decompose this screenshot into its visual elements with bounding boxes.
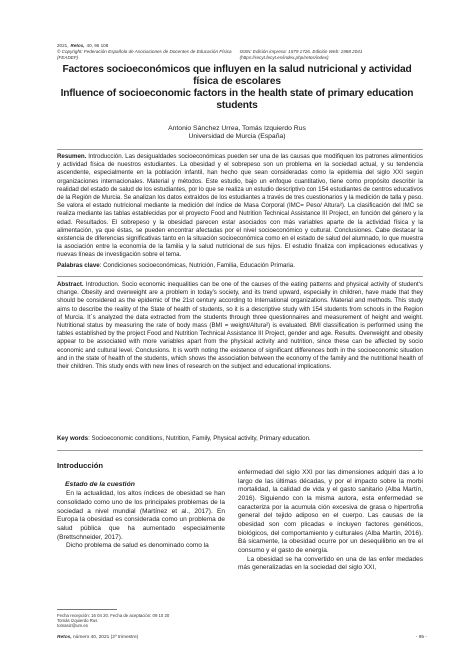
header-year: 2021, [57, 43, 69, 48]
abstract-spanish [57, 153, 423, 260]
body-paragraph: En la actualidad, los altos índices de obesidad se han consolidado como uno de los principales problemas de la sociedad a nivel mundial (Martínez et al., 2017). En Europa la obesidad es considerada como un problema de salud pública que ha aumentado especialmente (Brettschneider, 2017). [57, 490, 225, 541]
abstract-en-text: Introduction. Socio economic inequalities can be one of the causes of the eating patterns and physical activity of student's change. Obesity and overweight are a problem in today's society, and its trend upward, especially in children, have made that they should be considered as the epidemic of the 21st century according to International organizations. Material and methods. This study aims to describe the reality of the State of health of students, so it is a descriptive study with 154 students from schools in the Region of Murcia. It´s analyzed the data extracted from the students through three questionnaires and measurement of height and weight. Nutritional status by measuring the rate of body mass (BMI = weight/Altura²) is evaluated. BMI classification is performed using the tables established by the project Food and Nutrition Technical Assistance III Project, gender and age. Results. Overweight and obesity appear to be associated with more variables apart from the physical activity and nutrition, since these can be affected by socio economic and cultural level. Conclusions. It is worth noting the existence of significant differences both in the socioeconomic situation and in the state of health of the students, which shows the association between the economy of the family and the nutritional health of their children. This study ends with new lines of research on the subject and educational implications. [57, 281, 423, 371]
subsection-title: Estado de la cuestión [65, 480, 135, 488]
section-title: Introducción [57, 461, 103, 470]
divider-top [57, 149, 423, 150]
title-spanish: Factores socioeconómicos que influyen en la salud nutricional y actividad física de escolares [62, 64, 412, 87]
header-journal-name: Retos, [70, 43, 85, 48]
footer-issue-info: número 40, 2021 (2º trimestre) [73, 635, 139, 640]
page-footer [57, 635, 427, 640]
abstract-english [57, 281, 423, 371]
author-block [50, 125, 424, 142]
footnote-divider [57, 609, 117, 610]
footer-journal-name: Retos, [57, 635, 72, 640]
journal-header [57, 43, 437, 61]
title-english: Influence of socioeconomic factors in the health state of primary education students [60, 88, 414, 111]
footnote [57, 613, 169, 629]
body-column-left [57, 462, 225, 551]
author-affiliation: Universidad de Murcia (España) [188, 133, 286, 141]
article-title [50, 64, 424, 112]
keywords-en-text: : Socioeconomic conditions, Nutrition, Family, Physical activity, Primary education. [88, 435, 311, 442]
footnote-dates: Fecha recepción: 16 04 20. Fecha de aceptación: 09 10 20 [57, 613, 170, 618]
divider-bottom [57, 450, 423, 451]
header-copyright: © Copyright: Federación Española de Asociaciones de Docentes de Educación Física (FEADEF) [57, 49, 232, 60]
keywords-es-label: Palabras clave [57, 262, 100, 269]
abstract-en-label: Abstract. [57, 281, 84, 288]
footnote-email: tomasiz@um.es [57, 623, 88, 629]
abstract-es-text: Introducción. Las desigualdades socioeconómicas pueden ser una de las causas que modifiquen los patrones alimenticios y actividad física de nuestros estudiantes. La obesidad y el sobrepeso son un problema en la sociedad actual, y su tendencia ascendente, especialmente en la población infantil, han hecho que sean consideradas como la epidemia del siglo XXI según organizaciones internacionales. Material y métodos. Este estudio, bajo un enfoque cuantitativo, tiene como propósito describir la realidad del estado de salud de los estudiantes, por lo que se realiza un estudio descriptivo con 154 estudiantes de centros educativos de la Región de Murcia. Se analizan los datos extraídos de los estudiantes a través de tres cuestionarios y la medición de talla y peso. Se valora el estado nutricional mediante la medición del índice de Masa Corporal (IMC= Peso/ Altura²). La clasificación del IMC se realiza mediante las tablas establecidas por el proyecto Food and Nutrition Technical Assistance III Project, en función del género y la edad. Resultados. El sobrepeso y la obesidad parecen estar asociados con más variables aparte de la actividad física y la alimentación, ya que éstas, se pueden encontrar afectadas por el nivel socioeconómico y cultural. Conclusiones. Cabe destacar la existencia de diferencias significativas tanto en la situación socioeconómica como en el estado de salud del alumnado, lo que muestra la asociación entre la economía de la familia y la salud nutricional de sus hijos. El estudio finaliza con implicaciones educativas y nuevas líneas de investigación sobre el tema. [57, 153, 423, 259]
body-paragraph: La obesidad se ha convertido en una de las enfer medades más generalizadas en la sociedad del siglo XXI, [238, 555, 423, 572]
author-names: Antonio Sánchez Urrea, Tomás Izquierdo Rus [168, 125, 306, 132]
footnote-author: Tomás Izquierdo Rus [57, 618, 98, 624]
header-issue: 40, 95 108 [86, 43, 109, 48]
header-issn: ISSN: Edición impresa: 1579 1726. Edición Web: 1988 2041 (https://recyt.fecyt.es/index.php/retos/index) [239, 49, 363, 60]
divider-middle [57, 276, 423, 277]
body-paragraph: enfermedad del siglo XXI por las dimensiones adquiri das a lo largo de las últimas décadas, y por el impacto sobre la morbi mortalidad, la calidad de vida y el gasto sanitario (Alba Martín, 2016). Siguiendo con la misma autora, esta enfermedad se caracteriza por la acumula ción excesiva de grasa o hipertrofia general del tejido adiposo en el cuerpo. Las causas de la obesidad son com plicadas e incluyen factores genéticos, biológicos, del comportamiento y culturales (Alba Martín, 2016). Bá sicamente, la obesidad ocurre por un desequilibrio en tre el consumo y el gasto de energía. [238, 469, 423, 554]
keywords-en-label: Key words [57, 435, 89, 442]
page-number: - 95 - [415, 635, 427, 640]
keywords-spanish [57, 262, 423, 270]
abstract-es-label: Resumen. [57, 153, 87, 160]
keywords-es-text: : Condiciones socioeconómicas, Nutrición, Familia, Educación Primaria. [99, 262, 295, 269]
body-paragraph: Dicho problema de salud es denominado como la [66, 542, 209, 550]
keywords-english [57, 435, 423, 443]
body-column-right [238, 469, 423, 573]
